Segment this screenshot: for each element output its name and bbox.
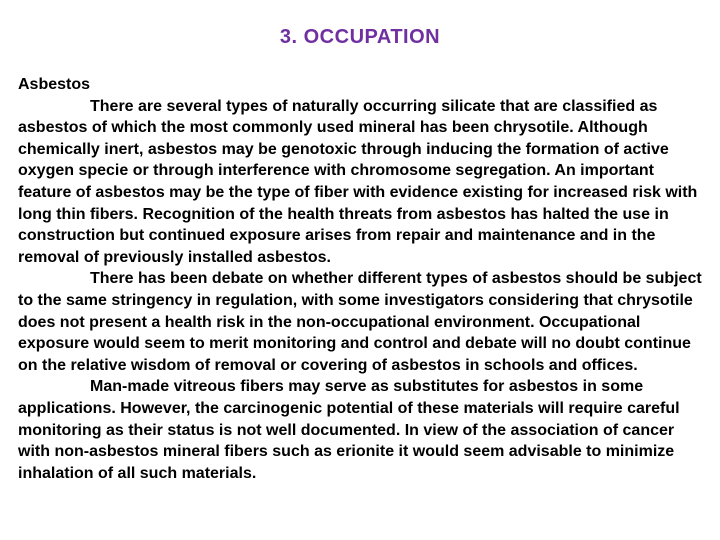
paragraph-manmade-fibers: Man-made vitreous fibers may serve as substitutes for asbestos in some applications. However, the carcinogenic potential of these materials will require careful monitoring as their status is not well documented. In view of the association of cancer with non-asbestos mineral fibers such as erionite it would seem advisable to minimize inhalation of all such materials. [18, 378, 680, 482]
slide-title: 3. OCCUPATION [279, 26, 441, 48]
paragraph-regulation-debate: There has been debate on whether different types of asbestos should be subject to the same stringency in regulation, with some investigators considering that chrysotile does not present a health risk in the non-occupational environment. Occupational exposure would seem to merit monitoring and control and debate will no doubt continue on the relative wisdom of removal or covering of asbestos in schools and offices. [18, 270, 702, 374]
paragraph-asbestos-overview: There are several types of naturally occurring silicate that are classified as asbestos of which the most commonly used mineral has been chrysotile. Although chemically inert, asbestos may be genotoxic through inducing the formation of active oxygen specie or through interference with chromosome segregation. An important feature of asbestos may be the type of fiber with evidence existing for increased risk with long thin fibers. Recognition of the health threats from asbestos has halted the use in construction but continued exposure arises from repair and maintenance and in the removal of previously installed asbestos. [18, 97, 698, 266]
body-heading-asbestos: Asbestos [18, 76, 91, 93]
slide-body [18, 74, 704, 484]
